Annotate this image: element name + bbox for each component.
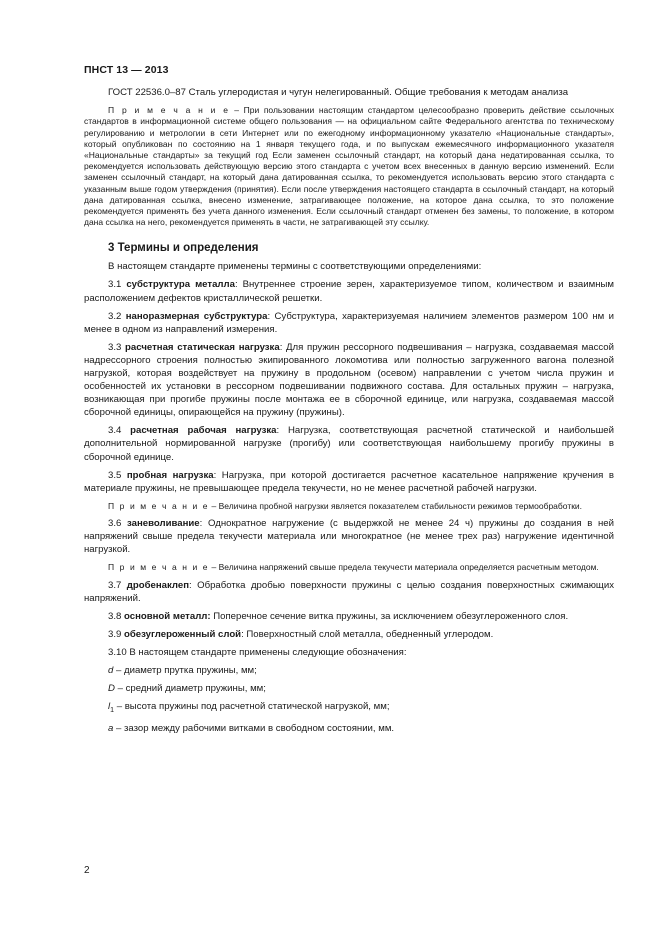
term-number: 3.8 (108, 610, 125, 622)
term-definition: : Обработка дробью поверхности пружины с целью создания поверхностных сжимающих напряжений. (84, 579, 614, 604)
term-name: расчетная рабочая нагрузка (130, 425, 277, 437)
term-number: 3.3 (108, 341, 126, 353)
term-number: 3.9 (108, 628, 125, 640)
term-definition: : Для пружин рессорного подвешивания – нагрузка, создаваемая массой надрессорного строения полностью экипированного локомотива или полностью загруженного вагона полезной нагрузкой, которая воздействует на пружину в продольном (осевом) направлении с учетом числа пружин и особенностей их установки в рессорном подвешивании подвижного состава. Для остальных пружин – нагрузка, возникающая при прогибе пружины после монтажа ее в сборочной единице, или нагрузка, создаваемая массой сборочной единицы, опирающейся на пружину (пружины). (84, 341, 614, 419)
symbol-description: – высота пружины под расчетной статической нагрузкой, мм; (114, 701, 390, 713)
symbol-item (84, 664, 614, 677)
symbol-subscript: 1 (110, 707, 115, 715)
term-3-7 (84, 579, 614, 605)
page-number: 2 (84, 865, 90, 876)
symbol-item (84, 722, 614, 735)
symbol-item (84, 682, 614, 695)
term-definition: : Нагрузка, соответствующая расчетной статической и наибольшей дополнительной нормированной нагрузке (прогибу) или соответствующая наибольшему прогибу пружины в сборочной единице. (84, 425, 614, 463)
symbols-intro: 3.10 В настоящем стандарте применены следующие обозначения: (108, 646, 407, 658)
term-name: расчетная статическая нагрузка (125, 341, 280, 353)
note-label: П р и м е ч а н и е (108, 105, 230, 116)
note-3-6 (84, 562, 614, 573)
term-name: обезуглероженный слой (124, 628, 242, 640)
term-number: 3.2 (108, 310, 126, 322)
term-number: 3.6 (108, 518, 128, 530)
note-3-5 (84, 501, 614, 512)
term-number: 3.7 (108, 579, 127, 591)
term-3-1 (84, 278, 614, 304)
term-name: основной металл: (124, 610, 211, 622)
term-3-6 (84, 517, 614, 556)
term-number: 3.1 (108, 279, 127, 291)
note-text: – Величина напряжений свыше предела текучести материала определяется расчетным методом. (209, 562, 599, 573)
term-3-4 (84, 424, 614, 463)
section-intro: В настоящем стандарте применены термины с соответствующими определениями: (108, 261, 482, 273)
symbol-description: – диаметр прутка пружины, мм; (113, 664, 257, 676)
normative-reference: ГОСТ 22536.0–87 Сталь углеродистая и чугун нелегированный. Общие требования к методам анализа (108, 87, 569, 98)
term-name: наноразмерная субструктура (125, 310, 268, 322)
term-definition: : Субструктура, характеризуемая наличием элементов размером 100 нм и менее в одном из направлений измерения. (84, 310, 614, 335)
term-number: 3.4 (108, 425, 131, 437)
term-name: заневоливание (127, 518, 200, 530)
term-3-9 (84, 628, 614, 641)
note-label: П р и м е ч а н и е (108, 562, 210, 573)
note-text: – Величина пробной нагрузки является показателем стабильности режимов термообработки. (209, 500, 583, 511)
note-normative-references (84, 105, 614, 228)
term-3-3 (84, 341, 614, 420)
symbol-description: – зазор между рабочими витками в свободном состоянии, мм. (113, 723, 395, 735)
term-3-8 (84, 610, 614, 623)
symbol: d (108, 664, 114, 676)
term-definition: : Нагрузка, при которой достигается расчетное касательное напряжение кручения в материале пружины, не превышающее предела текучести, но не менее расчетной рабочей нагрузки. (84, 469, 614, 494)
term-definition: : Поверхностный слой металла, обедненный углеродом. (241, 628, 494, 640)
section-title: 3 Термины и определения (108, 242, 259, 255)
term-definition: Поперечное сечение витка пружины, за исключением обезуглероженного слоя. (210, 610, 569, 622)
page-content (84, 86, 614, 735)
note-text: – При пользовании настоящим стандартом целесообразно проверить действие ссылочных стандартов в информационной системе общего пользования — на официальном сайте Федерального агентства по техническому регулированию и метрологии в сети Интернет или по ежегодному информационному указателю «Национальные стандарты», который опубликован по состоянию на 1 января текущего года, и по выпускам ежемесячного информационного указателя «Национальные стандарты» за текущий год Если заменен ссылочный стандарт, на который дана недатированная ссылка, то рекомендуется использовать действующую версию этого стандарта с учетом всех внесенных в данную версию изменений. Если заменен ссылочный стандарт, на который дана датированная ссылка, то рекомендуется использовать версию этого стандарта с указанным выше годом утверждения (принятия). Если после утверждения настоящего стандарта в ссылочный стандарт, на который дана датированная ссылка, внесено изменение, затрагивающее положение, на которое дана ссылка, то это положение рекомендуется применять без учета данного изменения. Если ссылочный стандарт отменен без замены, то положение, в котором дана ссылка на него, рекомендуется применять в части, не затрагивающей эту ссылку. (84, 105, 614, 228)
note-label: П р и м е ч а н и е (108, 500, 210, 511)
term-definition: : Внутреннее строение зерен, характеризуемое типом, количеством и взаимным расположением дефектов кристаллической решетки. (84, 279, 614, 304)
symbol-description: – средний диаметр пружины, мм; (114, 683, 266, 695)
symbol-item (84, 700, 614, 717)
document-header: ПНСТ 13 — 2013 (84, 64, 169, 76)
term-3-2 (84, 310, 614, 336)
term-number: 3.5 (108, 469, 127, 481)
symbol: D (108, 683, 115, 695)
term-name: субструктура металла (126, 279, 235, 291)
term-name: пробная нагрузка (126, 469, 214, 481)
term-definition: : Однократное нагружение (с выдержкой не менее 24 ч) пружины до создания в ней напряжений свыше предела текучести материала или многократное (не менее трех раз) нагружение идентичной нагрузкой. (84, 518, 614, 556)
symbol: l (108, 701, 111, 713)
symbol: a (108, 723, 114, 735)
term-name: дробенаклеп (126, 579, 190, 591)
term-3-5 (84, 469, 614, 495)
